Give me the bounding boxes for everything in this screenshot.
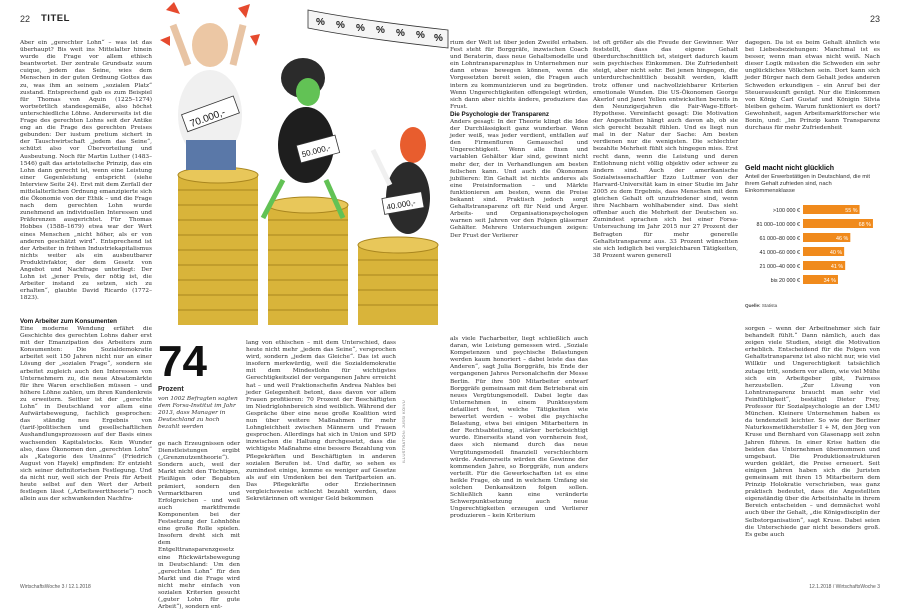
right-col-2b <box>745 326 880 588</box>
chart-value-label: 34 % <box>823 278 836 284</box>
figure-man-right <box>373 127 430 234</box>
coin-stack-3 <box>358 237 438 325</box>
chart-category-label: 81 000–100 000 € <box>756 222 800 228</box>
right-col-1 <box>450 40 588 336</box>
coin-stack-2 <box>268 197 348 325</box>
banner-percent-7: % <box>434 33 443 44</box>
banner-percent-4: % <box>376 25 385 36</box>
right-col1b-body: ist oft größer als die Freude der Gewinner. Wer feststellt, dass das eigene Gehalt überdurchschnittlich ist, steigert dadurch kaum sein psychisches Einkommen. Die Zufriedenheit steigt, aber nicht sehr. Bei jenen hingegen, die unterdurchschnittlich bezahlt werden, klafft trotz offener und nachvollziehbarer Kriterien emotionale Wunden. Die US-Ökonomen George Akerlof und Janet Yellen entwickelten bereits in den Neunzigerjahren die Fair-Wage-Effort-Hypothese. Vereinfacht gesagt: Die Motivation der Angestellten hängt auch davon ab, ob sie sich gerecht bezahlt fühlen. Und es liegt nun mal in der Natur der Sache: Am besten verdienen nur die wenigsten. Die schlechter bezahlte Mehrheit fühlt sich hingegen mies. Erst recht dann, wenn die Leistung und deren Entlohnung nicht völlig objektiv oder schwer zu ändern sind. Auch der amerikanische Sozialwissenschaftler Ezzo Luttmer von der Harvard-Universität kam in einer Studie im Jahr 2005 zu dem Ergebnis, dass Menschen mit dem gleichen Gehalt oft unzufriedener sind, wenn ihre Nachbarn wohlhabender sind. Das sieht offenbar auch die Mehrheit der Deutschen so. Zumindest sprachen sich bei einer Forsa-Untersuchung im Jahr 2015 nur 27 Prozent der Befragten für mehr generelle Gehaltstransparenz aus. 33 Prozent wünschten sie sich lediglich bei vergleichbaren Tätigkeiten, 38 Prozent waren generell <box>593 40 738 259</box>
page-number-right: 23 <box>869 14 880 24</box>
right-page <box>450 0 900 600</box>
chart-category-label: 41 000–60 000 € <box>759 250 800 256</box>
coins-illustration <box>158 0 450 335</box>
chart-value-label: 46 % <box>836 236 849 242</box>
right-col-2 <box>745 40 880 162</box>
stat-description: von 1002 Befragten sagten dem Forsa-Institut im Jahr 2013, dass Manager in Deutschland zu hoch bezahlt werden <box>158 396 238 431</box>
right-col1-body2: Anders gesagt: In der Theorie klingt die Idee der Durchlässigkeit ganz wunderbar. Wenn jeder weiß, was jeder verdient, entfallen auf den Firmenfluren Gemauschel und Ungerechtigkeit. Wenn alle fixen und variablen Gehälter klar sind, gewinnt nicht mehr der, der in Verhandlungen am besten feilschen kann. Und auch die Ökonomen jubilieren: Ein Gehalt ist nichts anderes als eine Preisinformation – und Märkte funktionieren am besten, wenn die Preise bekannt sind. Praktisch jedoch sorgt Gehaltstransparenz oft für Neid und Ärger. Arbeits- und Organisationspsychologen warnen seit Jahren vor den Folgen gläserner Gehälter. Mehrere Untersuchungen zeigen: Der Frust der Verlierer <box>450 119 588 239</box>
chart-value-label: 55 % <box>845 208 858 214</box>
chart-category-label: >100 000 € <box>772 208 800 214</box>
sign-40000: 40.000,- <box>385 197 417 212</box>
banner-percent-1: % <box>316 17 325 28</box>
left-col4-body: als viele Facharbeiter, liegt schließlich auch daran, wie Leistung gemessen wird. „Soziale Kompetenzen und psychische Belastungen werden kaum honoriert – dabei leiste das das Anderen“, sagt Julia Borggräfe, bis Ende der vergangenen Jahres Personalchefin der Messe Berlin. Für ihre 500 Mitarbeiter entwarf Borggräfe gemeinsam mit dem Betriebsrat ein neues Vergütungsmodell. Dabei legte das Unternehmen in einem Punktesystem detailliert fest, welche Tätigkeiten wie bewertet werden – wobei die psychische Belastung, etwa bei einigen Mitarbeitern in der Rechtsabteilung, stärker berücksichtigt wurde. Einerseits stand von vornherein fest, dass sich niemand durch das neue Vergütungsmodell finanziell verschlechtern würde. Andererseits würden die Gewinne der kommenden Jahre, so Borggräfe, nun anders verteilt. Für die Gewerkschaften ist es eine heikle Frage, ob und in welchem Umfang sie solchen Denkansätzen folgen sollen. Schließlich kann eine veränderte Schwerpunktsetzung auch neue Ungerechtigkeiten erzeugen und Verlierer produzieren – kein Kriterium <box>450 336 588 520</box>
illustration-credit: ILLUSTRATION: JUSSI KOIVU <box>401 400 406 463</box>
subheading-psychologie: Die Psychologie der Transparenz <box>450 111 550 118</box>
coin-stack-1 <box>178 167 258 325</box>
stat-label: Prozent <box>158 386 184 393</box>
chart-title: Geld macht nicht glücklich <box>745 165 835 172</box>
left-col3-body: lang von ethischen – mit dem Unterschied, dass heute nicht mehr „jedem das Seine“, versprochen wird, sondern „jedem das Gleiche“. Das ist auch insofern merkwürdig, weil die Sozialdemokratie mit dem Mindestlohn für wichtigstes Gerechtigkeitsziel der vergangenen Jahre erreicht hat – und weil Fraktionschefin Andrea Nahles bei jeder Gelegenheit betont, dass davon vor allem Frauen profitieren: 70 Prozent der Beschäftigten im Niedriglohnbereich sind weiblich. Während der Gespräche über eine neue große Koalition wird nun über weitere Maßnahmen für mehr Lohngleichheit zwischen Männern und Frauen gesprochen. Allerdings hat sich in Union und SPD inzwischen die Haltung durchgesetzt, dass die wichtigste Maßnahme eine bessere Bezahlung von Pflegekräften und Beschäftigten in anderen sozialen Berufen ist. Und dafür, so sehen es zumindest einige, komme es weniger auf Gesetze als auf ein Umdenken bei den Tarifparteien an. Das Pflegekräfte oder Erzieherinnen vergleichsweise schlecht bezahlt werden, dass Sekretärinnen oft weniger Geld bekommen <box>246 340 396 503</box>
subheading-konsumenten: Vom Arbeiter zum Konsumenten <box>20 318 117 325</box>
right-col1-body: rium der Welt ist über jeden Zweifel erhaben. Fest steht für Borggräfe, inzwischen Coach und Beraterin, dass neue Gehaltsmodelle und ein Lohntransparenzplus in Unternehmen nur dann etwas bewegen können, wenn die Vorgesetzten bereit seien, die Fragen auch intern zu kommunizieren und zu begründen. Wenn Ungerechtigkeiten offengelegt würden, sich dann aber nichts ändere, produziere das Frust. <box>450 40 588 110</box>
sign-70000: 70.000,- <box>188 107 227 130</box>
banner-percent-5: % <box>396 28 405 39</box>
chart-value-label: 40 % <box>829 250 843 256</box>
right-col-1b <box>593 40 738 588</box>
chart-category-label: bis 20 000 € <box>770 278 800 284</box>
chart-category-label: 61 000–80 000 € <box>759 236 800 242</box>
left-col-3 <box>246 340 396 588</box>
stat-number: 74 <box>158 337 207 386</box>
chart-svg <box>745 199 880 299</box>
figure-woman <box>263 58 343 218</box>
chart-subtitle: Anteil der Erwerbstätigen in Deutschland, die mit ihrem Gehalt zufrieden sind, nach Einkommensklasse <box>745 174 871 194</box>
satisfaction-chart <box>745 165 880 320</box>
sign-50000: 50.000,- <box>300 142 332 160</box>
figure-man-cheering <box>160 2 260 170</box>
footer-right: 12.1.2018 / WirtschaftsWoche 3 <box>809 584 880 590</box>
left-col1-body2: Eine moderne Wendung erfährt die Geschichte des gerechten Lohns daher erst mit der Emanzipation des Arbeiters zum Konsumenten: Die Sozialdemokratie arbeitet seit 150 Jahren nicht nur an einer Lösung der „sozialen Frage“, sondern sie arbeitet zugleich auch den Interessen von Unternehmern zu, die neue Absatzmärkte für ihre Waren erschließen müssen – und höhere Löhne zahlen, um ihren Kundenkreis zu erweitern. Seither ist der „gerechte Lohn“ in Deutschland vor allem eine Aufwärtsbewegung, fachlich gesprochen: das ständig neu Ergebnis von (tarif-)politischen und gesellschaftlichen Aushandlungsprozessen auf der Basis eines wachsenden Kapitalstocks. Kein Wunder also, dass Ökonomen den „gerechten Lohn“ als „Kategorie des Unsinns“ (Friedrich August von Hayek) empfinden: Er entzieht sich seiner definitorischen Festlegung. Und da nicht nur, weil sich der Preis für Arbeit heute selbst auf den Wert der Arbeit festlegen lässt („Arbeitswerttheorie“) noch allein aus der schwankenden Nachfra- <box>20 326 152 503</box>
left-col1-body: Aber ein „gerechter Lohn“ – was ist das überhaupt? Bis weit ins Mittelalter hinein wurde die Frage vor allem ethisch beantwortet. Der zentrale Grundsatz suum cuique, jedem das Seine, wies dem Menschen in der guten Ordnung Gottes das zu, was ihm an seinem „sozialen Platz“ zustand. Entsprechend gab es zum Beispiel für Thomas von Aquin (1225–1274) wortwörtlich standesgemäße, also höchst unterschiedliche Löhne. Andererseits ist die Frage des gerechten Lohns seit der Antike eng an die Frage des gerechten Preises gebunden: Der iustum pretium sichert in der Tauschwirtschaft „jedem das Seine“, schützt also vor Übervorteilung und Ausbeutung. Noch für Martin Luther (1483–1546) galt das aristotelische Prinzip, das ein Lohn dann gerecht ist, wenn eine Leistung einer Gegenleistung entspricht (siehe Interview Seite 24). Erst mit dem Zerfall der mittelalterlichen Ordnung emanzipierte sich die Ökonomie von der Ethik – und die Frage nach dem gerechten Lohn wurde zunehmend an individuellen Interessen und Präferenzen ausgerichtet. Für Thomas Hobbes (1588–1679) etwa war der Wert eines Menschen „nicht höher, als er von anderen geschätzt wird“. Entsprechend ist der Arbeiter in frühen Industriekapitalismus nichts weiter als ein ausbeutbarer Produktivfaktor, der dem Gesetz von Angebot und Nachfrage unterliegt: Der Lohn ist „jener Preis, der nötig ist, die Arbeiter instand zu setzen, sich zu erhalten“, glaubte David Ricardo (1772–1823). <box>20 40 152 302</box>
footer-left: WirtschaftsWoche 3 / 12.1.2018 <box>20 584 91 590</box>
right-col2-body: dagegen. Da ist es beim Gehalt ähnlich wie bei Liebesbeziehungen: Manchmal ist es besser, wenn man etwas nicht weiß. Nach dieser Logik müssten die Schweden ein sehr unglückliches Völkchen sein. Dort kann sich jeder Bürger nach dem Gehalt jedes anderen Schweden erkundigen – ein Anruf bei der Steuerauskunft genügt. Nur die Einkommen von König Carl Gustaf und Königin Silvia bleiben geheim. Warum funktioniert es dort? Gewohnheit, sagen Arbeitsmarktforscher wie Bonin, und: „Im Prinzip kann Transparenz durchaus für mehr Zufriedenheit <box>745 40 880 132</box>
banner-percent-3: % <box>356 23 365 34</box>
left-col-4 <box>450 336 588 588</box>
banner-percent-2: % <box>336 20 345 31</box>
chart-source <box>745 303 880 308</box>
section-title: TITEL <box>41 13 70 24</box>
chart-value-label: 68 % <box>858 222 871 228</box>
banner-percent-6: % <box>416 30 425 41</box>
chart-source-name: Statista <box>761 303 778 308</box>
chart-category-label: 21 000–40 000 € <box>759 264 800 270</box>
page-number-left: 22 <box>20 14 31 24</box>
right-col2b-body: sorgen – wenn der Arbeitnehmer sich fair behandelt fühlt.“ Dann nämlich, auch das zeigen viele Studien, steigt die Motivation erheblich. Entscheidend für die Folgen von Gehaltstransparenz ist also nicht nur, wie viel Willkür und Ungerechtigkeit tatsächlich zutage tritt, sondern vor allem, wie viel Mühe sich ein Arbeitgeber gibt, Fairness herzustellen. „Zur Lösung von Lohntransparenz braucht man sehr viel Feinfühligkeit“, bestätigt Dieter Frey, Professor für Sozialpsychologie an der LMU München. Kleinere Unternehmen haben es da tendenziell leichter. So wie der Berliner Naturkosmetikhersteller I + M, den Jörg von Kruse und Bernhard von Glasenapp seit zehn Jahren führen. In einer Krise hatten die beiden das Unternehmen übernommen und umgebaut. Die Produktionsstrukturen wurden geklärt, die Preise erneuert. Seit einigen Jahren haben sich die Juristen gemeinsam mit ihren 15 Mitarbeitern dem Prinzip Holokratie verschrieben, was ganz praktisch bedeutet, dass die Angestellten eigenständig über die Arbeitsinhalte in ihrem Bereich entscheiden – und demnächst wohl auch über ihr Gehalt, „die Königsdisziplin der Selbstorganisation“, sagt Kruse. Dabei seien die Unterschiede gar nicht besonders groß. Es gebe auch <box>745 326 880 538</box>
chart-value-label: 41 % <box>830 264 844 270</box>
chart-source-label: Quelle: <box>745 303 761 308</box>
left-col-1 <box>20 40 152 588</box>
left-col-2 <box>158 441 240 611</box>
left-col2-body: ge nach Erzeugnissen oder Dienstleistungen ergibt („Grenznutzentheorie“). Sondern auch, weil der Markt nicht den Tüchtigen, Fleißigen oder Begabten prämiert, sondern den Vermarktbaren und Erfolgreichen – und weil auch marktfremde Komponenten bei der Festsetzung der Lohnhöhe eine große Rolle spielen. Insofern dreht sich mit dem Entgelttransparenzgesetz eine Rückwärtsbewegung in Deutschland: Um den „gerechten Lohn“ für den Markt und die Frage wird nicht mehr einfach von sozialen Kriterien gesucht („guter Lohn für gute Arbeit“), sondern ent- <box>158 441 240 611</box>
